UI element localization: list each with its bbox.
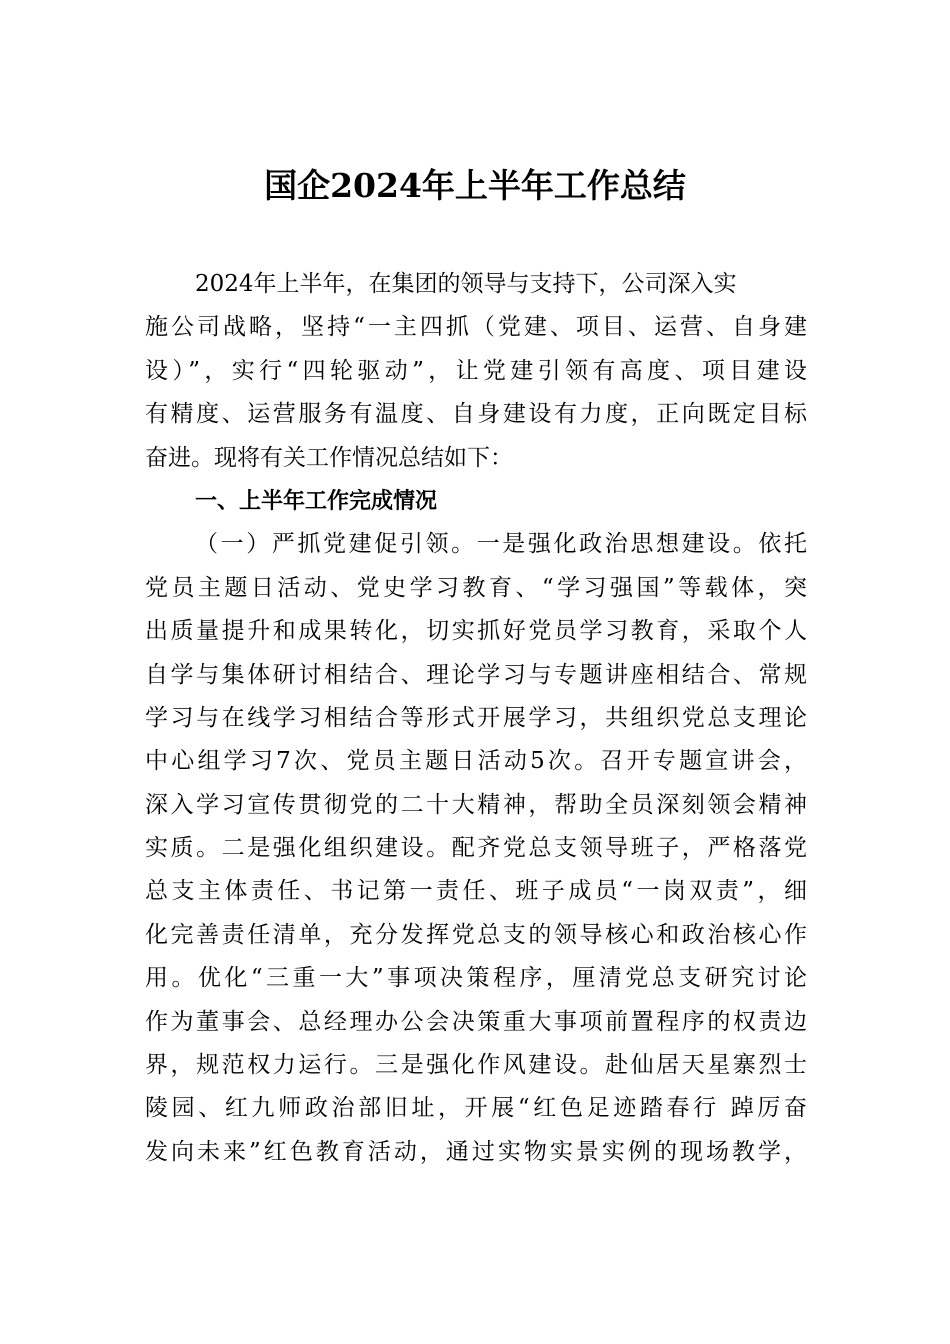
document-body — [145, 263, 807, 1174]
paragraph-line: 中心组学习7次、党员主题日活动5次。召开专题宣讲会， — [145, 748, 807, 775]
paragraph-line: 作为董事会、总经理办公会决策重大事项前置程序的权责边 — [145, 1008, 807, 1035]
paragraph-line: 出质量提升和成果转化，切实抓好党员学习教育，采取个人 — [145, 618, 807, 645]
paragraph-line: 总支主体责任、书记第一责任、班子成员“一岗双责”，细 — [145, 878, 807, 905]
document-title: 国企2024年上半年工作总结 — [264, 166, 686, 205]
paragraph-line: 实质。二是强化组织建设。配齐党总支领导班子，严格落党 — [145, 835, 807, 862]
paragraph-line: 发向未来”红色教育活动，通过实物实景实例的现场教学， — [145, 1138, 807, 1165]
paragraph-line: （一）严抓党建促引领。一是强化政治思想建设。依托 — [195, 531, 807, 558]
paragraph-line: 设）”，实行“四轮驱动”，让党建引领有高度、项目建设 — [145, 357, 807, 384]
paragraph-line: 党员主题日活动、党史学习教育、“学习强国”等载体，突 — [145, 574, 807, 601]
paragraph-line: 有精度、运营服务有温度、自身建设有力度，正向既定目标 — [145, 401, 807, 428]
paragraph-line: 深入学习宣传贯彻党的二十大精神，帮助全员深刻领会精神 — [145, 791, 807, 818]
paragraph-line: 用。优化“三重一大”事项决策程序，厘清党总支研究讨论 — [145, 965, 807, 992]
paragraph-line: 自学与集体研讨相结合、理论学习与专题讲座相结合、常规 — [145, 661, 807, 688]
paragraph-line: 奋进。现将有关工作情况总结如下： — [145, 444, 513, 471]
paragraph-line: 化完善责任清单，充分发挥党总支的领导核心和政治核心作 — [145, 921, 807, 948]
paragraph-line: 陵园、红九师政治部旧址，开展“红色足迹踏春行 踔厉奋 — [145, 1095, 807, 1122]
paragraph-line: 施公司战略，坚持“一主四抓（党建、项目、运营、自身建 — [145, 314, 807, 341]
paragraph-line: 界，规范权力运行。三是强化作风建设。赴仙居天星寨烈士 — [145, 1052, 807, 1079]
paragraph-line: 2024年上半年，在集团的领导与支持下，公司深入实 — [195, 271, 737, 297]
section-heading: 一、上半年工作完成情况 — [195, 488, 438, 514]
paragraph-line: 学习与在线学习相结合等形式开展学习，共组织党总支理论 — [145, 704, 807, 731]
